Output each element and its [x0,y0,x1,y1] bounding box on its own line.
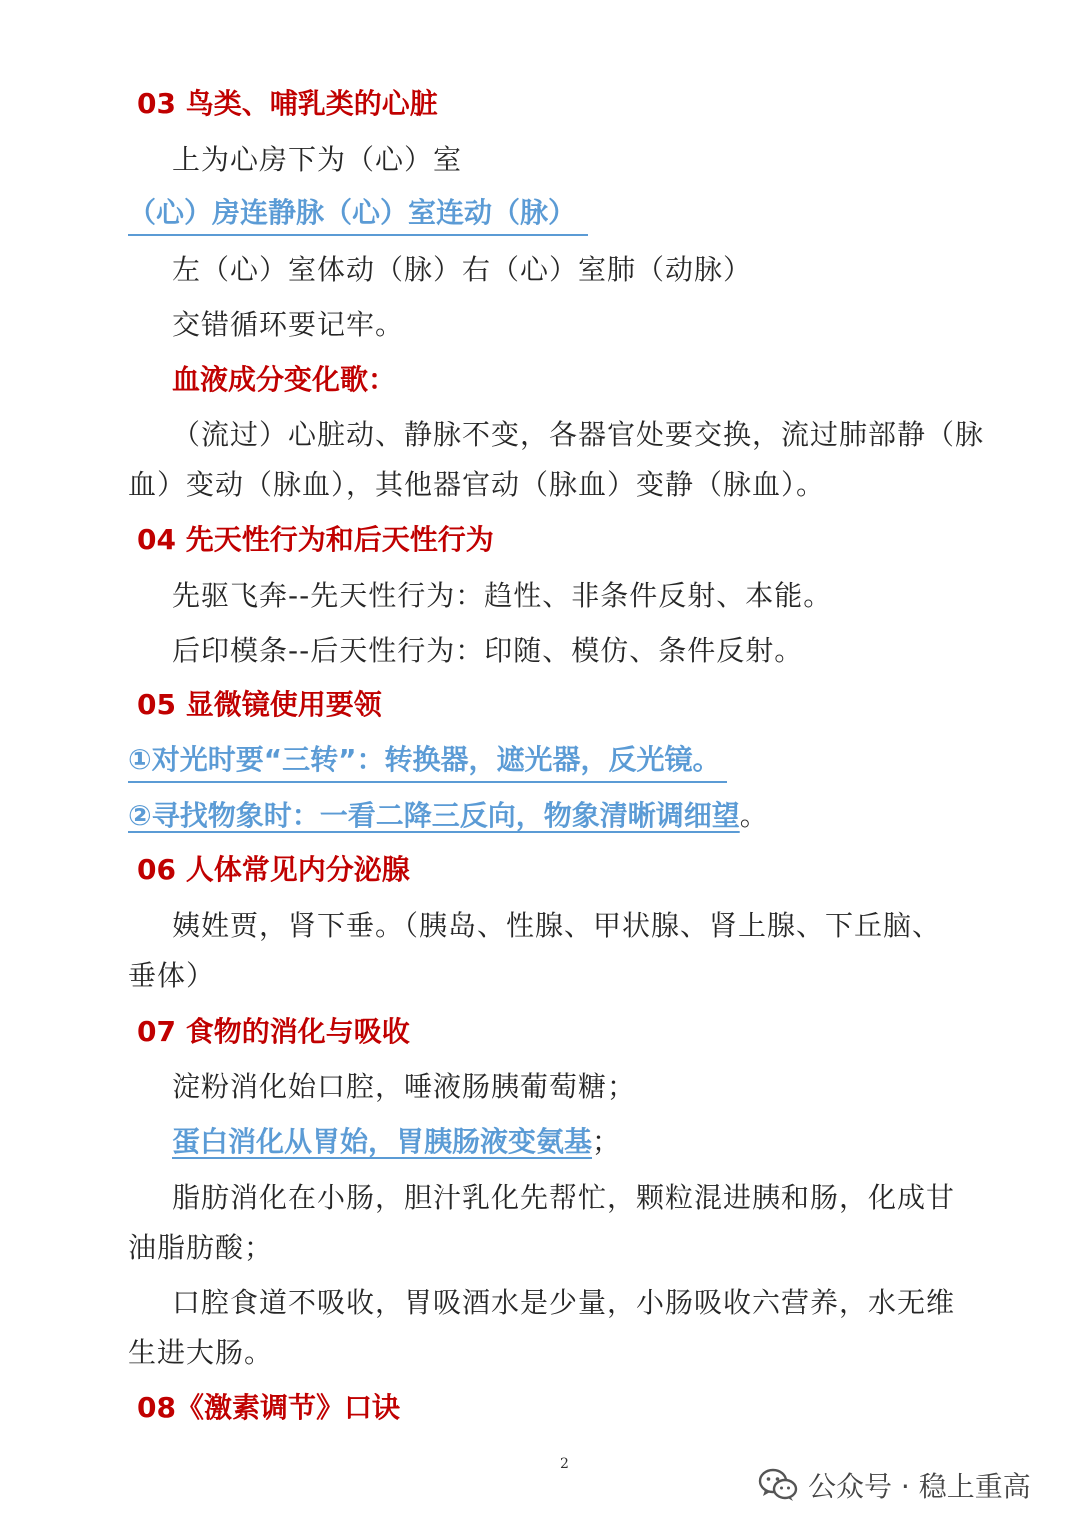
section-03-line-2-highlight: （心）房连静脉（心）室连动（脉） [128,193,588,236]
blood-change-para-line-1: （流过）心脏动、静脉不变，各器官处要交换，流过肺部静（脉 [172,418,985,451]
section-03-line-3: 左（心）室体动（脉）右（心）室肺（动脉） [172,253,753,286]
section-heading-08: 08《激素调节》口诀 [137,1391,400,1424]
section-06-line-2: 垂体） [128,959,216,992]
section-07-line-2-end: ； [592,1125,621,1158]
section-07-line-3b: 油脂肪酸； [128,1231,274,1264]
page-number: 2 [560,1456,569,1472]
section-heading-04: 04 先天性行为和后天性行为 [137,523,494,556]
watermark-text: 公众号 · 稳上重高 [808,1470,1031,1503]
section-07-line-2-highlight: 蛋白消化从胃始，胃胰肠液变氨基 [172,1125,593,1158]
section-heading-05: 05 显微镜使用要领 [137,688,382,721]
section-04-line-1: 先驱飞奔--先天性行为：趋性、非条件反射、本能。 [172,579,833,612]
section-heading-03: 03 鸟类、哺乳类的心脏 [137,87,438,120]
watermark [758,1465,1031,1505]
section-heading-06: 06 人体常见内分泌腺 [137,853,410,886]
blood-change-para-line-2: 血）变动（脉血），其他器官动（脉血）变静（脉血）。 [128,468,826,501]
blood-change-song-heading: 血液成分变化歌： [172,363,397,396]
microscope-step-2-end: 。 [739,799,768,832]
section-03-line-1: 上为心房下为（心）室 [172,143,463,176]
section-07-line-4b: 生进大肠。 [128,1336,274,1369]
microscope-step-2-highlight: ②寻找物象时：一看二降三反向，物象清晰调细望 [128,799,740,832]
section-07-line-2 [172,1122,620,1162]
section-04-line-2: 后印模条--后天性行为：印随、模仿、条件反射。 [172,634,804,667]
section-03-line-4: 交错循环要记牢。 [172,308,405,341]
microscope-step-1: ①对光时要“三转”：转换器，遮光器，反光镜。 [128,740,727,783]
section-heading-07: 07 食物的消化与吸收 [137,1015,410,1048]
microscope-step-2 [128,796,768,836]
section-07-line-3a: 脂肪消化在小肠，胆汁乳化先帮忙，颗粒混进胰和肠，化成甘 [172,1181,956,1214]
wechat-icon [758,1468,798,1502]
section-07-line-4a: 口腔食道不吸收，胃吸酒水是少量，小肠吸收六营养，水无维 [172,1286,956,1319]
section-06-line-1: 姨姓贾，肾下垂。（胰岛、性腺、甲状腺、肾上腺、下丘脑、 [172,909,942,942]
section-07-line-1: 淀粉消化始口腔，唾液肠胰葡萄糖； [172,1070,637,1103]
